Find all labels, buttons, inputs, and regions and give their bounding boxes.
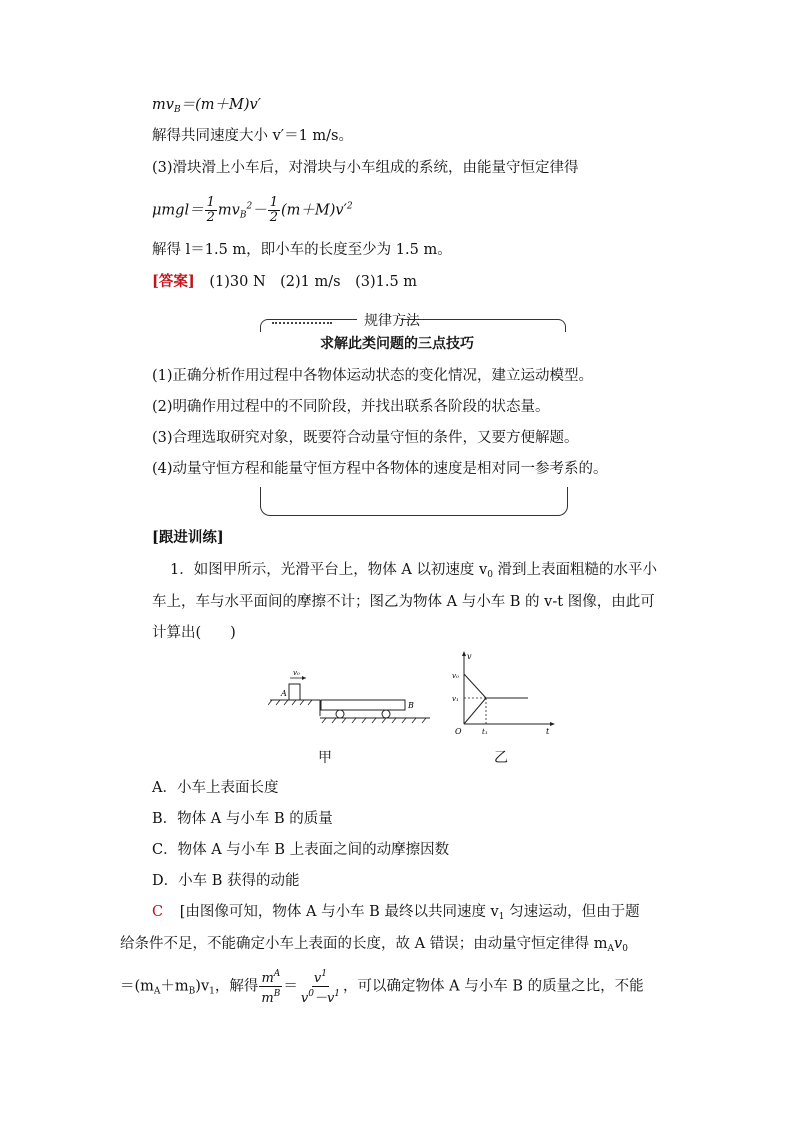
v-axis-arrow — [462, 651, 466, 656]
expl-line3-sub-b: B — [188, 986, 196, 997]
physics-figure — [268, 648, 568, 738]
expl-eq-sign: ＝ — [283, 978, 298, 995]
velocity-ratio-fraction — [299, 967, 342, 1006]
frac-a-den-sup: B — [273, 989, 281, 999]
eq2-sup-2b: 2 — [346, 201, 353, 212]
label-a: A — [281, 689, 287, 698]
answer-label: [答案] — [152, 273, 195, 290]
frac-b-den-v: v — [300, 991, 309, 1006]
t1-tick-label: t₁ — [482, 728, 488, 736]
answer-letter: C — [152, 904, 164, 920]
method-item-1: (1)正确分析作用过程中各物体运动状态的变化情况，建立运动模型。 — [152, 368, 594, 384]
fraction-half-1 — [205, 196, 217, 225]
expl-line3-a: ＝(m — [120, 978, 154, 995]
option-c: C．物体 A 与小车 B 上表面之间的动摩擦因数 — [152, 842, 450, 858]
v0-arrowhead — [302, 676, 306, 680]
mass-ratio-fraction — [259, 967, 282, 1006]
method-box-title: 规律方法 — [364, 313, 420, 329]
expl-line3-c: )v — [195, 978, 210, 995]
platform-hatch — [268, 700, 312, 705]
method-item-4: (4)动量守恒方程和能量守恒方程中各物体的速度是相对同一参考系的。 — [152, 461, 608, 477]
question-line-3: 计算出( ) — [152, 625, 236, 641]
frac2-den: 2 — [269, 210, 278, 225]
method-item-2: (2)明确作用过程中的不同阶段，并找出联系各阶段的状态量。 — [152, 399, 550, 415]
frac-a-den-m: m — [261, 991, 274, 1006]
v1-tick-label: v₁ — [452, 695, 459, 703]
explanation-line-3 — [120, 967, 644, 1006]
eq2-tail: (m＋M)v′ — [280, 202, 347, 219]
frac1-num: 1 — [206, 195, 215, 210]
t-axis-arrow — [550, 722, 555, 726]
answer-line — [152, 272, 417, 292]
eq1-lhs: mv — [152, 97, 174, 113]
box-dots-decoration — [272, 312, 332, 324]
mass-ratio-den — [259, 987, 282, 1006]
expl-line1-sub: 1 — [498, 912, 505, 922]
wheel-right — [382, 710, 390, 718]
q-line1-sub: 0 — [487, 570, 493, 580]
frac-b-num-sup: 1 — [321, 969, 327, 979]
expl-line3-sub-a: A — [153, 986, 161, 997]
q-line1-text: 1．如图甲所示，光滑平台上，物体 A 以初速度 v — [170, 562, 488, 578]
v0-label: v₀ — [293, 669, 300, 677]
frac2-num: 1 — [269, 195, 278, 210]
q-line1-tail: 滑到上表面粗糙的水平小 — [492, 562, 658, 578]
explanation-line-1 — [152, 902, 640, 927]
block-a — [289, 684, 300, 700]
expl-line1-tail: 匀速运动，但由于题 — [504, 904, 640, 920]
frac-a-num-m: m — [261, 971, 274, 986]
expl-line3-tail: ，可以确定物体 A 与小车 B 的质量之比，不能 — [343, 978, 644, 995]
caption-jia: 甲 — [318, 750, 332, 766]
figure-yi-vt-graph — [452, 651, 555, 736]
frac-b-num-v: v — [313, 971, 322, 986]
eq1-sub: B — [173, 105, 181, 115]
velocity-ratio-den — [299, 987, 342, 1006]
momentum-equation — [152, 95, 261, 120]
line-a-decelerating — [464, 674, 486, 698]
expl-line2-sub-a: A — [607, 944, 615, 954]
answer-text: (1)30 N (2)1 m/s (3)1.5 m — [209, 274, 418, 290]
ground-hatch — [322, 718, 426, 723]
practice-section-label: [跟进训练] — [152, 529, 224, 546]
energy-equation — [152, 196, 353, 226]
eq2-mid: mv — [217, 202, 240, 219]
expl-line2-text: 给条件不足，不能确定小车上表面的长度，故 A 错误；由动量守恒定律得 m — [120, 936, 608, 952]
eq2-sub-b: B — [239, 210, 247, 221]
expl-line3-sub-1: 1 — [209, 986, 215, 997]
expl-line1-text: [由图像可知，物体 A 与小车 B 最终以共同速度 v — [179, 904, 499, 920]
explanation-line-2 — [120, 934, 628, 959]
expl-line2-sub-0: 0 — [622, 944, 628, 954]
velocity-ratio-num — [312, 967, 329, 987]
length-result-line: 解得 l＝1.5 m，即小车的长度至少为 1.5 m。 — [152, 242, 452, 258]
axis-v-label: v — [467, 652, 472, 661]
frac-b-den-minus: －v — [313, 991, 335, 1006]
question-line-2: 车上，车与水平面间的摩擦不计；图乙为物体 A 与小车 B 的 v-t 图像，由此可 — [152, 594, 655, 610]
figure-jia — [268, 669, 430, 723]
wheel-left — [336, 710, 344, 718]
energy-intro-line: (3)滑块滑上小车后，对滑块与小车组成的系统，由能量守恒定律得 — [152, 160, 579, 176]
question-line-1 — [170, 560, 657, 585]
fraction-half-2 — [268, 196, 280, 225]
expl-line3-b: ＋m — [160, 978, 189, 995]
box-frame-top-right — [401, 319, 566, 332]
line-b-accelerating — [464, 698, 486, 724]
option-b: B．物体 A 与小车 B 的质量 — [152, 811, 333, 827]
common-velocity-line: 解得共同速度大小 v′＝1 m/s。 — [152, 128, 354, 144]
box-frame-bottom — [260, 487, 568, 516]
origin-label: O — [455, 727, 462, 736]
frac-a-num-sup: A — [273, 969, 281, 979]
frac-b-den-sup2: 1 — [334, 989, 341, 999]
eq2-minus: － — [252, 202, 267, 219]
eq2-lhs: μmgl＝ — [152, 202, 204, 219]
v0-tick-label: v₀ — [452, 672, 459, 680]
expl-line2-v: v — [614, 936, 623, 952]
label-b: B — [408, 701, 414, 710]
eq2-sup-2a: 2 — [246, 201, 253, 212]
frac1-den: 2 — [206, 210, 215, 225]
axis-t-label: t — [546, 727, 550, 736]
eq1-rhs: ＝(m＋M)v′ — [180, 97, 261, 113]
cart-b — [321, 700, 405, 710]
method-heading: 求解此类问题的三点技巧 — [320, 336, 474, 352]
method-item-3: (3)合理选取研究对象，既要符合动量守恒的条件，又要方便解题。 — [152, 430, 579, 446]
option-a: A．小车上表面长度 — [152, 780, 279, 796]
expl-line3-d: ，解得 — [214, 978, 259, 995]
frac-b-den-sup: 0 — [308, 989, 314, 999]
caption-yi: 乙 — [494, 750, 508, 766]
mass-ratio-num — [259, 967, 282, 987]
option-d: D．小车 B 获得的动能 — [152, 873, 300, 889]
